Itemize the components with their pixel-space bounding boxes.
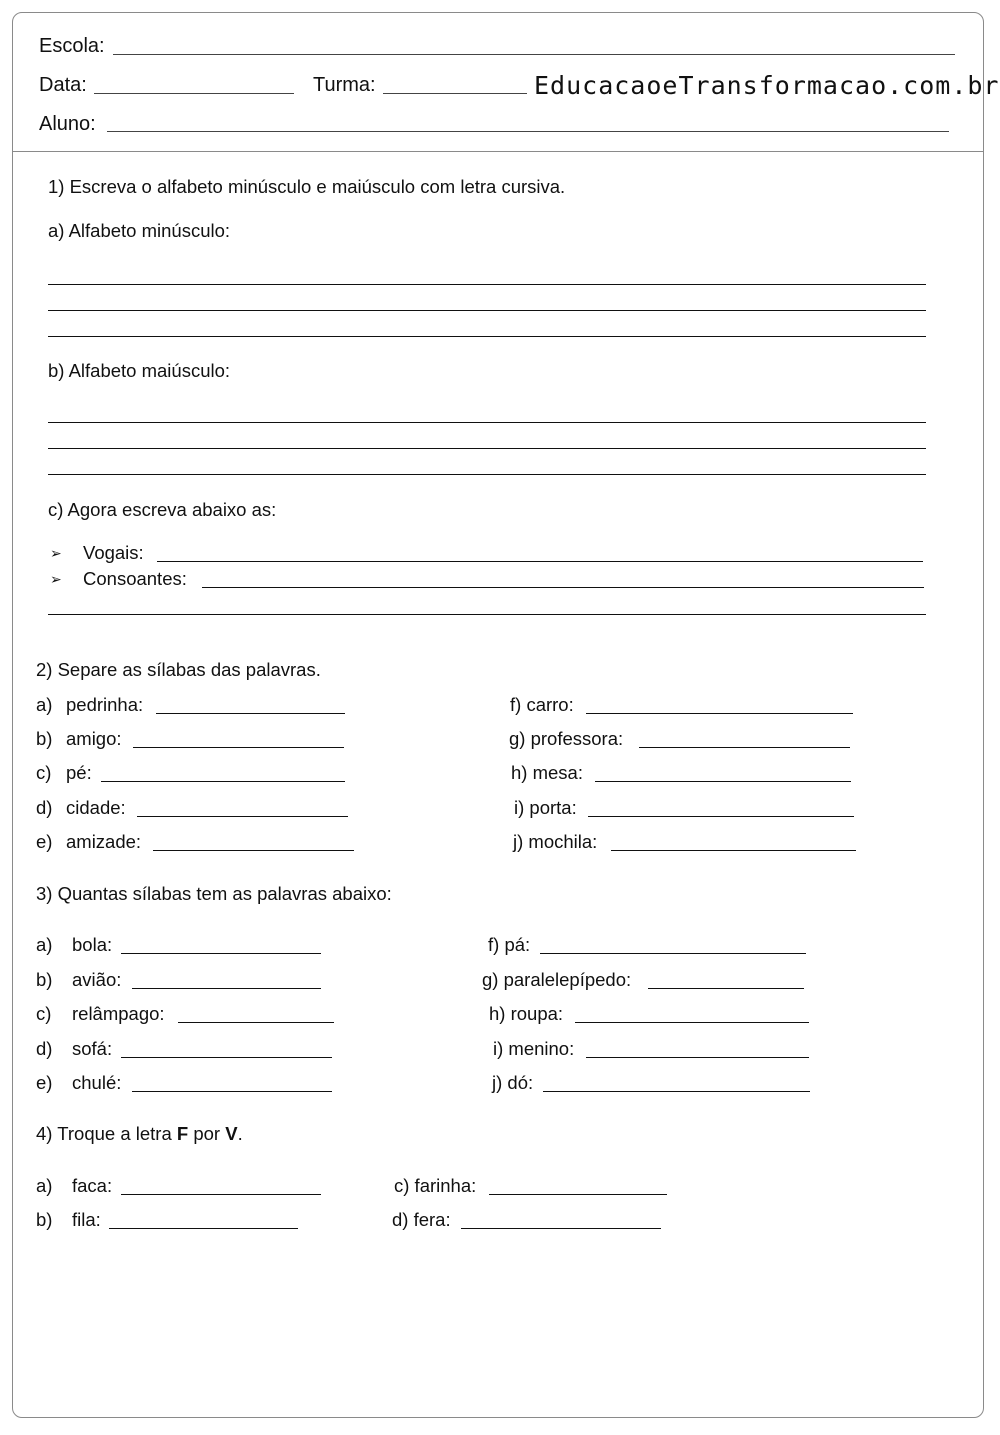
answer-line[interactable]: [595, 781, 851, 782]
answer-line[interactable]: [543, 1091, 810, 1092]
turma-label: Turma:: [313, 74, 376, 96]
q4-item: c) farinha:: [394, 1175, 477, 1196]
q4-letter-from: F: [176, 1123, 189, 1144]
answer-line[interactable]: [48, 448, 926, 449]
answer-line[interactable]: [133, 747, 344, 748]
q2-word: amizade:: [66, 831, 142, 852]
answer-line[interactable]: [48, 474, 926, 475]
answer-line[interactable]: [48, 422, 926, 423]
q4-title-prefix: 4) Troque a letra: [36, 1123, 177, 1144]
q2-letter: d): [36, 797, 53, 818]
data-line[interactable]: [94, 93, 294, 94]
q1-title: 1) Escreva o alfabeto minúsculo e maiúsculo com letra cursiva.: [48, 176, 566, 197]
q3-letter: d): [36, 1038, 53, 1059]
answer-line[interactable]: [575, 1022, 809, 1023]
q4-letter: a): [36, 1175, 53, 1196]
q2-letter: b): [36, 728, 53, 749]
q4-title-suffix: .: [237, 1123, 243, 1144]
answer-line[interactable]: [121, 953, 321, 954]
q4-title-mid: por: [188, 1123, 226, 1144]
q4-word: fila:: [72, 1209, 101, 1230]
q2-word: pé:: [66, 762, 92, 783]
consoantes-line[interactable]: [202, 587, 924, 588]
q4-word: faca:: [72, 1175, 113, 1196]
answer-line[interactable]: [109, 1228, 298, 1229]
q3-word: chulé:: [72, 1072, 122, 1093]
vogais-line[interactable]: [157, 561, 923, 562]
q2-item: j) mochila:: [513, 831, 598, 852]
escola-line[interactable]: [113, 54, 955, 55]
q2-letter: a): [36, 694, 53, 715]
q1-b-label: b) Alfabeto maiúsculo:: [48, 360, 231, 381]
q2-letter: e): [36, 831, 53, 852]
q2-item: i) porta:: [514, 797, 577, 818]
aluno-line[interactable]: [107, 131, 949, 132]
q3-word: avião:: [72, 969, 122, 990]
answer-line[interactable]: [611, 850, 856, 851]
data-label: Data:: [39, 74, 87, 96]
answer-line[interactable]: [586, 1057, 809, 1058]
consoantes-label: Consoantes:: [83, 568, 187, 589]
q1-a-label: a) Alfabeto minúsculo:: [48, 220, 231, 241]
header: [13, 13, 1000, 152]
q2-item: f) carro:: [510, 694, 574, 715]
answer-line[interactable]: [48, 614, 926, 615]
answer-line[interactable]: [121, 1194, 321, 1195]
answer-line[interactable]: [48, 284, 926, 285]
q3-title: 3) Quantas sílabas tem as palavras abaixo:: [36, 883, 392, 904]
q3-item: i) menino:: [493, 1038, 575, 1059]
q3-item: f) pá:: [488, 934, 531, 955]
q3-word: bola:: [72, 934, 113, 955]
answer-line[interactable]: [586, 713, 853, 714]
q4-item: d) fera:: [392, 1209, 451, 1230]
bullet-arrow-icon: ➢: [50, 571, 62, 587]
q2-word: cidade:: [66, 797, 126, 818]
q3-letter: c): [36, 1003, 52, 1024]
q2-item: h) mesa:: [511, 762, 583, 783]
answer-line[interactable]: [540, 953, 806, 954]
answer-line[interactable]: [178, 1022, 334, 1023]
answer-line[interactable]: [461, 1228, 661, 1229]
q3-word: relâmpago:: [72, 1003, 165, 1024]
q3-letter: b): [36, 969, 53, 990]
vogais-label: Vogais:: [83, 542, 144, 563]
q4-title: [36, 1123, 243, 1145]
q2-letter: c): [36, 762, 52, 783]
q3-letter: a): [36, 934, 53, 955]
q3-item: g) paralelepípedo:: [482, 969, 632, 990]
escola-label: Escola:: [39, 35, 105, 57]
answer-line[interactable]: [648, 988, 804, 989]
q2-title: 2) Separe as sílabas das palavras.: [36, 659, 321, 680]
answer-line[interactable]: [48, 336, 926, 337]
answer-line[interactable]: [132, 988, 321, 989]
q3-word: sofá:: [72, 1038, 113, 1059]
q2-item: g) professora:: [509, 728, 624, 749]
turma-line[interactable]: [383, 93, 527, 94]
answer-line[interactable]: [489, 1194, 667, 1195]
answer-line[interactable]: [156, 713, 345, 714]
answer-line[interactable]: [137, 816, 348, 817]
bullet-arrow-icon: ➢: [50, 545, 62, 561]
q4-letter-to: V: [225, 1123, 238, 1144]
q4-letter: b): [36, 1209, 53, 1230]
answer-line[interactable]: [121, 1057, 332, 1058]
answer-line[interactable]: [588, 816, 854, 817]
answer-line[interactable]: [639, 747, 850, 748]
aluno-label: Aluno:: [39, 113, 96, 135]
q3-item: h) roupa:: [489, 1003, 564, 1024]
q2-word: pedrinha:: [66, 694, 144, 715]
answer-line[interactable]: [153, 850, 354, 851]
answer-line[interactable]: [48, 310, 926, 311]
answer-line[interactable]: [132, 1091, 332, 1092]
q2-word: amigo:: [66, 728, 122, 749]
q1-c-label: c) Agora escreva abaixo as:: [48, 499, 277, 520]
answer-line[interactable]: [101, 781, 345, 782]
site-name: EducacaoeTransformacao.com.br: [534, 71, 1000, 100]
q3-item: j) dó:: [492, 1072, 534, 1093]
q3-letter: e): [36, 1072, 53, 1093]
